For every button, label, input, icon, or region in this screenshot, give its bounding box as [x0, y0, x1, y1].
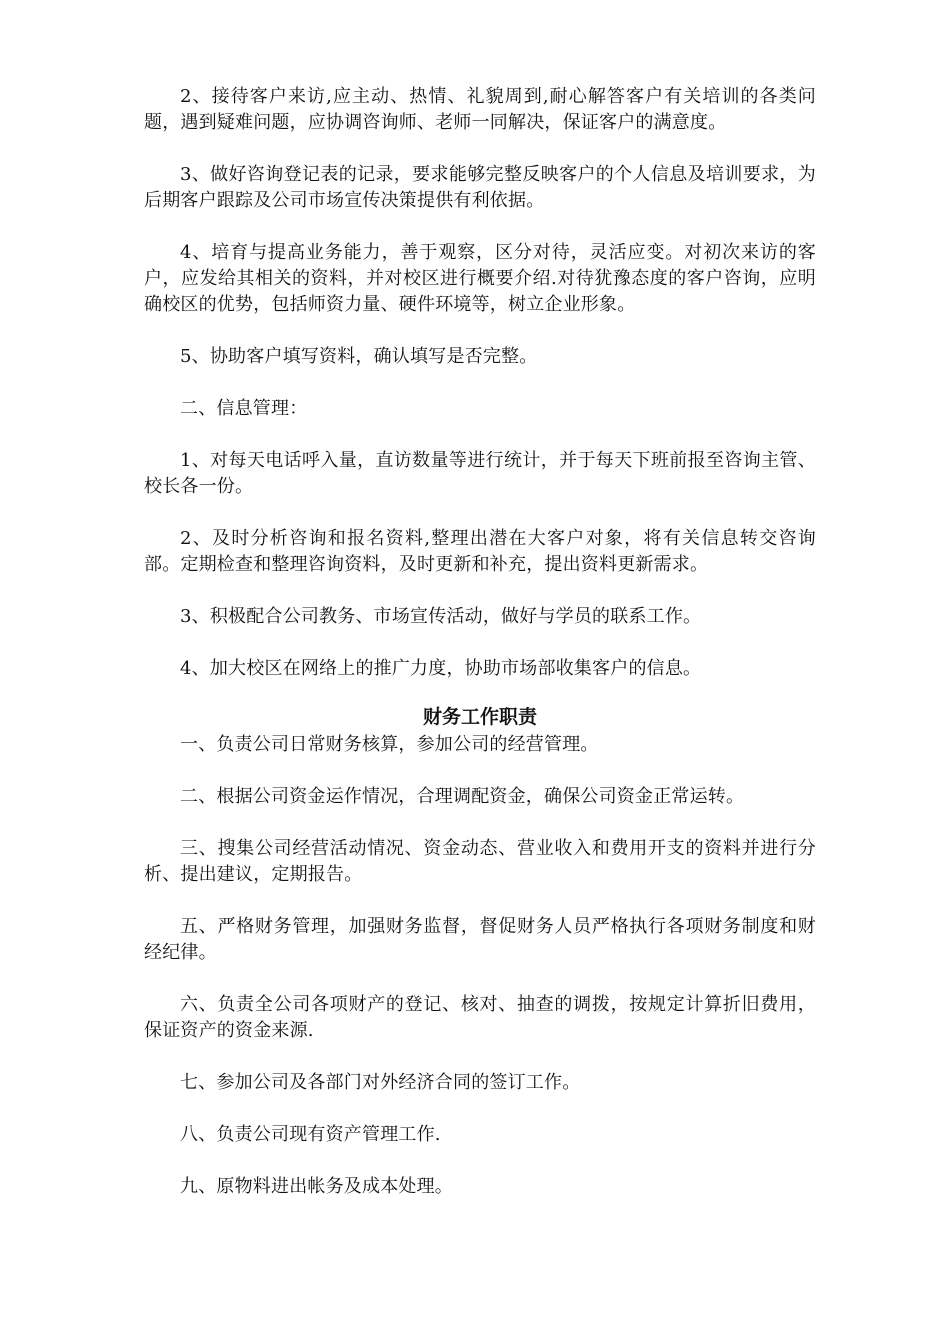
paragraph: 5、协助客户填写资料，确认填写是否完整。 — [180, 346, 538, 367]
paragraph: 4、培育与提高业务能力，善于观察，区分对待，灵活应变。对初次来访的客户，应发给其相关的资料，并对校区进行概要介绍.对待犹豫态度的客户咨询，应明确校区的优势，包括师资力量、硬件环境等，树立企业形象。 — [144, 242, 816, 315]
paragraph: 七、参加公司及各部门对外经济合同的签订工作。 — [180, 1072, 581, 1093]
paragraph: 2、接待客户来访,应主动、热情、礼貌周到,耐心解答客户有关培训的各类问题，遇到疑难问题，应协调咨询师、老师一同解决，保证客户的满意度。 — [144, 86, 816, 133]
paragraph: 3、做好咨询登记表的记录，要求能够完整反映客户的个人信息及培训要求，为后期客户跟踪及公司市场宣传决策提供有利依据。 — [144, 164, 816, 211]
paragraph: 八、负责公司现有资产管理工作. — [180, 1124, 441, 1145]
document-page — [144, 84, 816, 1226]
paragraph: 二、根据公司资金运作情况，合理调配资金，确保公司资金正常运转。 — [180, 786, 745, 807]
paragraph: 九、原物料进出帐务及成本处理。 — [180, 1176, 453, 1197]
section-title: 财务工作职责 — [422, 706, 537, 728]
paragraph: 4、加大校区在网络上的推广力度，协助市场部收集客户的信息。 — [180, 658, 702, 679]
paragraph: 3、积极配合公司教务、市场宣传活动，做好与学员的联系工作。 — [180, 606, 702, 627]
paragraph: 1、对每天电话呼入量，直访数量等进行统计，并于每天下班前报至咨询主管、校长各一份。 — [144, 450, 816, 497]
paragraph: 六、负责全公司各项财产的登记、核对、抽查的调拨，按规定计算折旧费用，保证资产的资金来源. — [144, 994, 816, 1041]
paragraph: 三、搜集公司经营活动情况、资金动态、营业收入和费用开支的资料并进行分析、提出建议，定期报告。 — [144, 838, 816, 885]
paragraph: 2、及时分析咨询和报名资料,整理出潜在大客户对象，将有关信息转交咨询部。定期检查和整理咨询资料，及时更新和补充，提出资料更新需求。 — [144, 528, 816, 575]
section-subheading: 二、信息管理： — [180, 398, 308, 419]
paragraph: 五、严格财务管理，加强财务监督，督促财务人员严格执行各项财务制度和财经纪律。 — [144, 916, 816, 963]
paragraph: 一、负责公司日常财务核算，参加公司的经营管理。 — [180, 734, 599, 755]
